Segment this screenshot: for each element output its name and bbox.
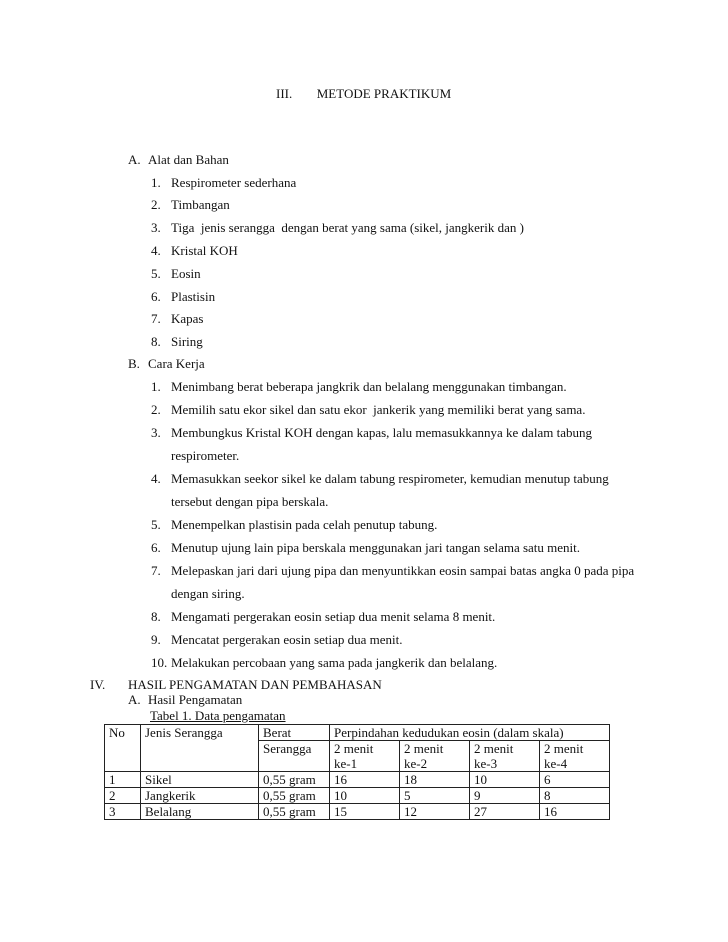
cell-jenis: Sikel: [141, 772, 259, 788]
cell-value: 16: [540, 804, 610, 820]
header-ke: ke-4: [540, 756, 610, 772]
section-heading: [128, 152, 229, 168]
header-menit: 2 menit: [470, 741, 540, 757]
chapter-heading: [276, 86, 451, 102]
item-number: 5.: [151, 266, 161, 281]
list-item: [151, 175, 296, 191]
list-item: [151, 655, 497, 671]
item-text: Plastisin: [171, 289, 216, 304]
item-number: 4.: [151, 243, 161, 258]
step-continuation: respirometer.: [171, 448, 240, 463]
cell-no: 2: [105, 788, 141, 804]
step-text: Memilih satu ekor sikel dan satu ekor jankerik yang memiliki berat yang sama.: [171, 402, 586, 417]
step-text: Membungkus Kristal KOH dengan kapas, lalu memasukkannya ke dalam tabung: [171, 425, 592, 440]
cell-value: 6: [540, 772, 610, 788]
cell-value: 10: [330, 788, 400, 804]
section-title: Cara Kerja: [148, 356, 205, 371]
step-number: 4.: [151, 471, 161, 486]
table-row: [105, 772, 610, 788]
step-number: 1.: [151, 379, 161, 394]
header-menit: 2 menit: [330, 741, 400, 757]
list-item: [151, 517, 437, 533]
list-item: [151, 540, 580, 556]
step-continuation: tersebut dengan pipa berskala.: [171, 494, 329, 509]
item-text: Kapas: [171, 311, 204, 326]
cell-value: 8: [540, 788, 610, 804]
header-ke: ke-2: [400, 756, 470, 772]
item-number: 8.: [151, 334, 161, 349]
item-text: Kristal KOH: [171, 243, 238, 258]
step-text: Menimbang berat beberapa jangkrik dan belalang menggunakan timbangan.: [171, 379, 567, 394]
list-item: [151, 243, 238, 259]
item-number: 7.: [151, 311, 161, 326]
item-text: Respirometer sederhana: [171, 175, 297, 190]
step-text: Mencatat pergerakan eosin setiap dua menit.: [171, 632, 403, 647]
section-title: Alat dan Bahan: [148, 152, 229, 167]
header-berat: Berat: [259, 725, 330, 741]
table-row: [105, 804, 610, 820]
table-header-row: [105, 725, 610, 741]
header-menit: 2 menit: [400, 741, 470, 757]
header-ke: ke-3: [470, 756, 540, 772]
cell-jenis: Jangkerik: [141, 788, 259, 804]
step-number: 2.: [151, 402, 161, 417]
header-berat-2: Serangga: [259, 741, 330, 772]
list-item: [151, 197, 230, 213]
list-item: [151, 311, 204, 327]
table-caption: Tabel 1. Data pengamatan: [150, 708, 286, 723]
list-item: [151, 220, 524, 236]
step-number: 10.: [151, 655, 168, 670]
section-label: A.: [128, 692, 141, 707]
step-number: 8.: [151, 609, 161, 624]
section-heading: [128, 692, 242, 708]
cell-jenis: Belalang: [141, 804, 259, 820]
chapter-number: III.: [276, 86, 293, 101]
chapter-number: IV.: [90, 677, 106, 692]
step-number: 7.: [151, 563, 161, 578]
item-text: Tiga jenis serangga dengan berat yang sama (sikel, jangkerik dan ): [171, 220, 524, 235]
header-no: No: [105, 725, 141, 772]
item-number: 1.: [151, 175, 161, 190]
cell-value: 18: [400, 772, 470, 788]
header-perpindahan: Perpindahan kedudukan eosin (dalam skala): [330, 725, 610, 741]
list-item: [151, 425, 592, 441]
step-number: 6.: [151, 540, 161, 555]
list-item: [151, 334, 203, 350]
item-text: Eosin: [171, 266, 201, 281]
cell-no: 1: [105, 772, 141, 788]
cell-no: 3: [105, 804, 141, 820]
item-text: Siring: [171, 334, 203, 349]
item-number: 3.: [151, 220, 161, 235]
section-label: B.: [128, 356, 140, 371]
step-text: Memasukkan seekor sikel ke dalam tabung respirometer, kemudian menutup tabung: [171, 471, 609, 486]
header-jenis: Jenis Serangga: [141, 725, 259, 772]
header-menit: 2 menit: [540, 741, 610, 757]
list-item: [151, 609, 495, 625]
cell-value: 27: [470, 804, 540, 820]
list-item: [151, 471, 609, 487]
list-item: [151, 266, 201, 282]
chapter-title: HASIL PENGAMATAN DAN PEMBAHASAN: [128, 677, 382, 692]
list-item: [151, 632, 403, 648]
header-ke: ke-1: [330, 756, 400, 772]
table-row: [105, 788, 610, 804]
list-item: [151, 379, 567, 395]
cell-value: 5: [400, 788, 470, 804]
cell-value: 15: [330, 804, 400, 820]
item-text: Timbangan: [171, 197, 230, 212]
step-number: 9.: [151, 632, 161, 647]
section-heading: [128, 356, 205, 372]
cell-value: 9: [470, 788, 540, 804]
chapter-title: METODE PRAKTIKUM: [316, 86, 452, 101]
step-text: Menempelkan plastisin pada celah penutup tabung.: [171, 517, 438, 532]
step-number: 5.: [151, 517, 161, 532]
cell-value: 16: [330, 772, 400, 788]
step-text: Melepaskan jari dari ujung pipa dan menyuntikkan eosin sampai batas angka 0 pada pipa: [171, 563, 635, 578]
section-title: Hasil Pengamatan: [148, 692, 243, 707]
item-number: 6.: [151, 289, 161, 304]
observation-table: [104, 724, 610, 820]
cell-value: 12: [400, 804, 470, 820]
step-continuation: dengan siring.: [171, 586, 245, 601]
list-item: [151, 563, 634, 579]
section-label: A.: [128, 152, 141, 167]
list-item: [151, 289, 215, 305]
item-number: 2.: [151, 197, 161, 212]
step-text: Mengamati pergerakan eosin setiap dua menit selama 8 menit.: [171, 609, 496, 624]
cell-value: 10: [470, 772, 540, 788]
list-item: [151, 402, 585, 418]
step-text: Menutup ujung lain pipa berskala menggunakan jari tangan selama satu menit.: [171, 540, 581, 555]
step-text: Melakukan percobaan yang sama pada jangkerik dan belalang.: [171, 655, 498, 670]
cell-berat: 0,55 gram: [259, 788, 330, 804]
step-number: 3.: [151, 425, 161, 440]
cell-berat: 0,55 gram: [259, 772, 330, 788]
cell-berat: 0,55 gram: [259, 804, 330, 820]
